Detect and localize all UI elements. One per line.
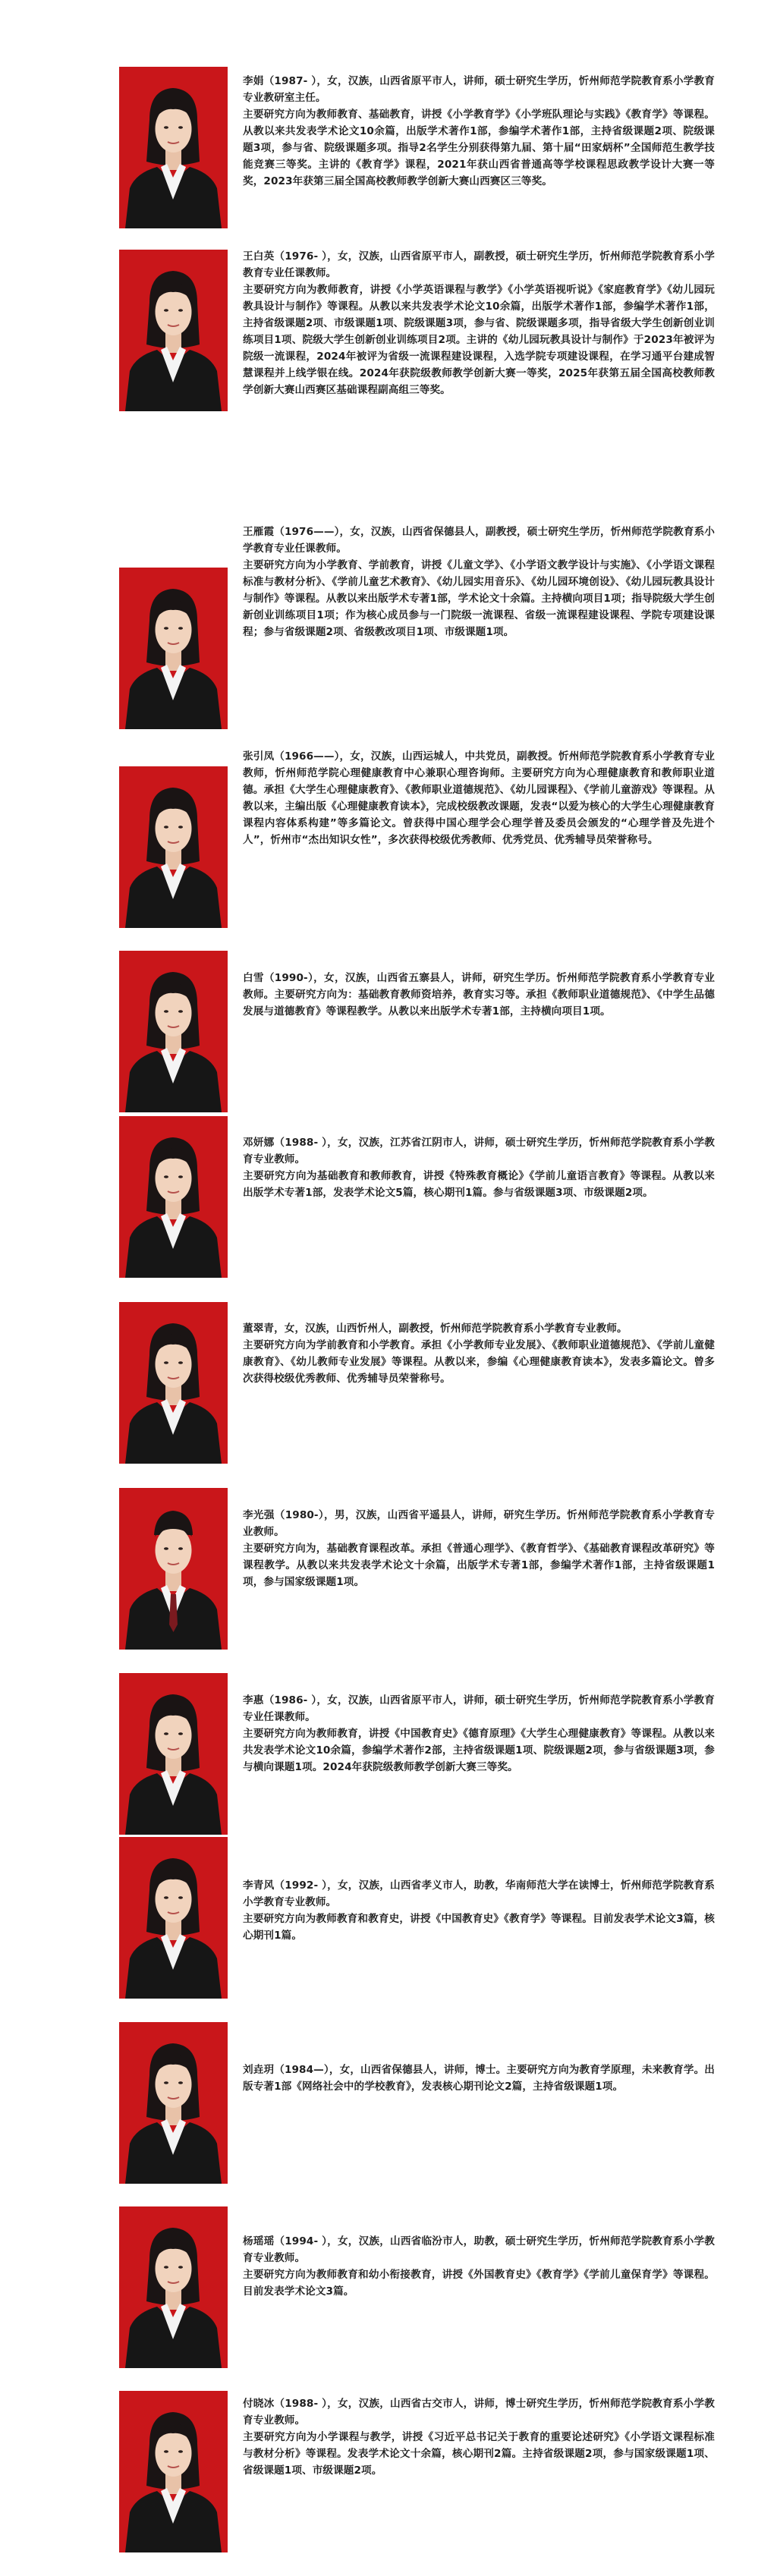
profile-bio: 刘垚玥（1984—），女，山西省保德县人，讲师，博士。主要研究方向为教育学原理，未来教育学。出版专著1部《网络社会中的学校教育》，发表核心期刊论文2篇，主持省级课题1项。 <box>243 2064 715 2093</box>
portrait-image <box>119 1488 228 1650</box>
profile-photo <box>119 2022 228 2184</box>
profile-photo <box>119 1837 228 1999</box>
profile-photo <box>119 1488 228 1650</box>
profile-bio: 李惠（1986- ），女，汉族，山西省原平市人，讲师，硕士研究生学历，忻州师范学院教育系小学教育专业任课教师。 主要研究方向为教师教育，讲授《中国教育史》《德育原理》《大学生心理健康教育》等课程。从教以来共发表学术论文10余篇，参编学术著作2部，主持省级课题1项、院级课题2项，参与省级课题3项，参与横向课题1项。2024年获院级教师教学创新大赛三等奖。 <box>243 1694 715 1773</box>
profile-photo <box>119 1116 228 1278</box>
portrait-image <box>119 2391 228 2552</box>
portrait-image <box>119 1837 228 1999</box>
profile-photo <box>119 951 228 1112</box>
portrait-image <box>119 67 228 228</box>
profile-bio: 付晓冰（1988- ），女，汉族，山西省古交市人，讲师，博士研究生学历，忻州师范学院教育系小学教育专业教师。 主要研究方向为小学课程与教学，讲授《习近平总书记关于教育的重要论述研究》《小学语文课程标准与教材分析》等课程。发表学术论文十余篇，核心期刊2篇。主持省级课题2项，参与国家级课题1项、省级课题1项、市级课题2项。 <box>243 2398 715 2477</box>
portrait-image <box>119 568 228 729</box>
profile-bio: 邓妍娜（1988- ），女，汉族，江苏省江阴市人，讲师，硕士研究生学历，忻州师范学院教育系小学教育专业教师。 主要研究方向为基础教育和教师教育，讲授《特殊教育概论》《学前儿童语言教育》等课程。从教以来出版学术专著1部，发表学术论文5篇，核心期刊1篇。参与省级课题3项、市级课题2项。 <box>243 1137 715 1199</box>
portrait-image <box>119 1673 228 1835</box>
portrait-image <box>119 766 228 928</box>
profile-bio: 王白英（1976- ），女，汉族，山西省原平市人，副教授，硕士研究生学历，忻州师范学院教育系小学教育专业任课教师。 主要研究方向为教师教育，讲授《小学英语课程与教学》《小学英语视听说》《家庭教育学》《幼儿园玩教具设计与制作》等课程。从教以来共发表学术论文10余篇，出版学术著作1部，参编学术著作1部，主持省级课题2项、市级课题1项、院级课题3项，参与省、院级课题多项，指导省级大学生创新创业训练项目1项、院级大学生创新创业训练项目2项。主讲的《幼儿园玩教具设计与制作》于2023年被评为院级一流课程，2024年被评为省级一流课程建设课程，入选学院专项建设课程，在学习通平台建成智慧课程并上线学银在线。2024年获院级教师教学创新大赛一等奖，2025年获第五届全国高校教师教学创新大赛山西赛区基础课程副高组三等奖。 <box>243 250 715 396</box>
portrait-image <box>119 2206 228 2368</box>
profile-bio: 李娟（1987- ），女，汉族，山西省原平市人，讲师，硕士研究生学历，忻州师范学院教育系小学教育专业教研室主任。 主要研究方向为教师教育、基础教育，讲授《小学教育学》《小学班队理论与实践》《教育学》等课程。从教以来共发表学术论文10余篇，出版学术著作1部，参编学术著作1部，主持省级课题2项、院级课题3项，参与省、院级课题多项。指导2名学生分别获得第九届、第十届“田家炳杯”全国师范生教学技能竞赛三等奖。主讲的《教育学》课程，2021年获山西省普通高等学校课程思政教学设计大赛一等奖，2023年获第三届全国高校教师教学创新大赛山西赛区三等奖。 <box>243 75 715 187</box>
profile-bio: 李青风（1992- ），女，汉族，山西省孝义市人，助教，华南师范大学在读博士，忻州师范学院教育系小学教育专业教师。 主要研究方向为教师教育和教育史，讲授《中国教育史》《教育学》等课程。目前发表学术论文3篇，核心期刊1篇。 <box>243 1879 715 1942</box>
profile-bio: 白雪（1990-），女，汉族，山西省五寨县人，讲师，研究生学历。忻州师范学院教育系小学教育专业教师。主要研究方向为：基础教育教师资培养，教育实习等。承担《教师职业道德规范》、《中学生品德发展与道德教育》等课程教学。从教以来出版学术专著1部，主持横向项目1项。 <box>243 972 715 1018</box>
profile-bio: 杨瑶瑶（1994- ），女，汉族，山西省临汾市人，助教，硕士研究生学历，忻州师范学院教育系小学教育专业教师。 主要研究方向为教师教育和幼小衔接教育，讲授《外国教育史》《教育学》《学前儿童保育学》等课程。目前发表学术论文3篇。 <box>243 2235 715 2298</box>
portrait-image <box>119 1302 228 1464</box>
portrait-image <box>119 2022 228 2184</box>
profile-bio: 董翠青，女，汉族，山西忻州人，副教授，忻州师范学院教育系小学教育专业教师。 主要研究方向为学前教育和小学教育。承担《小学教师专业发展》、《教师职业道德规范》、《学前儿童健康教育》、《幼儿教师专业发展》等课程。从教以来，参编《心理健康教育读本》，发表多篇论文。曾多次获得校级优秀教师、优秀辅导员荣誉称号。 <box>243 1323 715 1385</box>
profile-photo <box>119 2206 228 2368</box>
profile-bio: 王雁霞（1976——），女，汉族，山西省保德县人，副教授，硕士研究生学历，忻州师范学院教育系小学教育专业任课教师。 主要研究方向为小学教育、学前教育，讲授《儿童文学》、《小学语文教学设计与实施》、《小学语文课程标准与教材分析》、《学前儿童艺术教育》、《幼儿园实用音乐》、《幼儿园环境创设》、《幼儿园玩教具设计与制作》等课程。从教以来出版学术专著1部，学术论文十余篇。主持横向项目1项；指导院级大学生创新创业训练项目1项；作为核心成员参与一门院级一流课程、省级一流课程建设课程、学院专项建设课程；参与省级课题2项、省级教改项目1项、市级课题1项。 <box>243 526 715 638</box>
profile-photo <box>119 1673 228 1835</box>
portrait-image <box>119 250 228 411</box>
profile-photo <box>119 67 228 228</box>
profile-photo <box>119 250 228 411</box>
profile-bio: 张引凤（1966——），女，汉族，山西运城人，中共党员，副教授。忻州师范学院教育系小学教育专业教师，忻州师范学院心理健康教育中心兼职心理咨询师。主要研究方向为心理健康教育和教师职业道德。承担《大学生心理健康教育》、《教师职业道德规范》、《幼儿园课程》、《学前儿童游戏》等课程。从教以来，主编出版《心理健康教育读本》，完成校级教改课题，发表“以爱为核心的大学生心理健康教育课程内容体系构建”等多篇论文。曾获得中国心理学会心理学普及委员会颁发的“心理学普及先进个人”，忻州市“杰出知识女性”，多次获得校级优秀教师、优秀党员、优秀辅导员荣誉称号。 <box>243 750 715 846</box>
portrait-image <box>119 1116 228 1278</box>
profile-photo <box>119 568 228 729</box>
profile-bio: 李光强（1980-），男，汉族，山西省平遥县人，讲师，研究生学历。忻州师范学院教育系小学教育专业教师。 主要研究方向为，基础教育课程改革。承担《普通心理学》、《教育哲学》、《基础教育课程改革研究》等课程教学。从教以来共发表学术论文十余篇，出版学术专著1部，参编学术著作1部，主持省级课题1项，参与国家级课题1项。 <box>243 1509 715 1588</box>
portrait-image <box>119 951 228 1112</box>
profile-photo <box>119 766 228 928</box>
profile-photo <box>119 1302 228 1464</box>
profile-photo <box>119 2391 228 2552</box>
